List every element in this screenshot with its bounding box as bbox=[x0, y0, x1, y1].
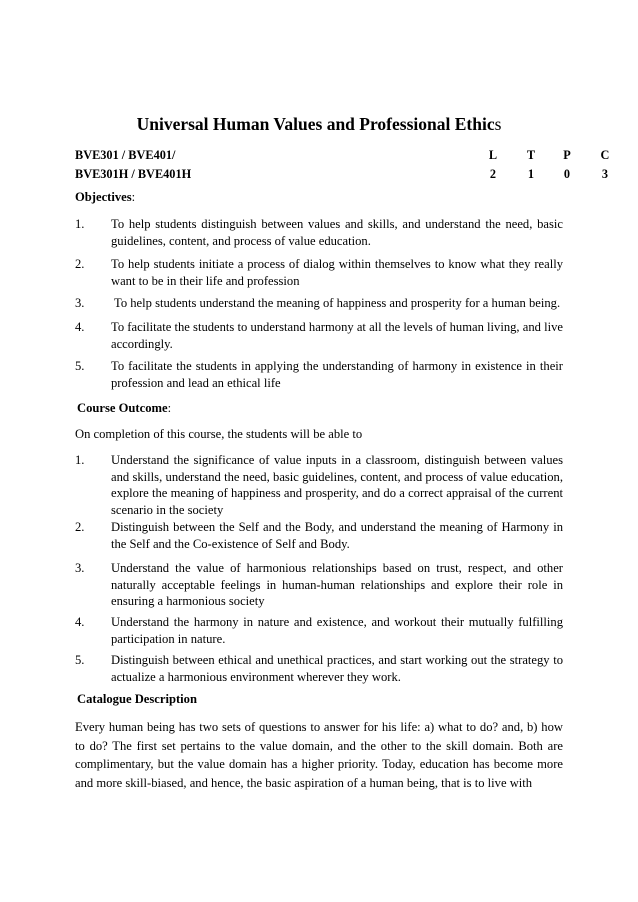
course-outcome-heading: Course Outcome: bbox=[77, 401, 172, 415]
course-code-row bbox=[75, 146, 610, 165]
title-tail: s bbox=[494, 114, 502, 134]
course-code-table bbox=[75, 146, 610, 184]
outcome-item: 3. Understand the value of harmonious relationships based on trust, respect, and other naturally acceptable feelings in human-human relationships and explore their role in ensuring a harmonious society bbox=[75, 561, 563, 608]
objective-item: 5. To facilitate the students in applying the understanding of harmony in existence in their profession and lead an ethical life bbox=[75, 359, 563, 390]
ltpc-c: C bbox=[600, 148, 610, 162]
catalogue-heading: Catalogue Description bbox=[77, 692, 197, 706]
course-outcome-intro: On completion of this course, the students will be able to bbox=[75, 427, 363, 441]
objective-item: 4. To facilitate the students to understand harmony at all the levels of human living, and live accordingly. bbox=[75, 320, 563, 351]
outcome-item: 5. Distinguish between ethical and unethical practices, and start working out the strategy to actualize a harmonious environment wherever they work. bbox=[75, 653, 563, 684]
outcome-item: 1. Understand the significance of value inputs in a classroom, distinguish between values and skills, understand the need, basic guidelines, content, and process of value education, explore the meaning of happiness and prosperity, and do a correct appraisal of the current scenario in the society bbox=[75, 453, 563, 517]
ltpc-p: P bbox=[563, 148, 571, 162]
objective-item: 1. To help students distinguish between values and skills, and understand the need, basic guidelines, content, and process of value education. bbox=[75, 217, 563, 248]
document-title bbox=[0, 113, 638, 135]
course-code: BVE301H / BVE401H bbox=[75, 167, 192, 181]
ltpc-l: 2 bbox=[489, 167, 497, 181]
objectives-heading: Objectives: bbox=[75, 190, 136, 204]
outcome-item: 2. Distinguish between the Self and the Body, and understand the meaning of Harmony in the Self and the Co-existence of Self and Body. bbox=[75, 520, 563, 551]
ltpc-l: L bbox=[488, 148, 498, 162]
objective-item: 2. To help students initiate a process of dialog within themselves to know what they really want to be in their life and profession bbox=[75, 257, 563, 288]
ltpc-p: 0 bbox=[563, 167, 571, 181]
course-code-row bbox=[75, 165, 609, 184]
catalogue-description: Every human being has two sets of questions to answer for his life: a) what to do? and, b) how to do? The first set pertains to the value domain, and the other to the skill domain. Both are complimentary, but the value domain has a higher priority. Today, education has become more and more skill-biased, and hence, the basic aspiration of a human being, that is to live with bbox=[75, 720, 563, 790]
objective-item: 3. To help students understand the meaning of happiness and prosperity for a human being. bbox=[75, 296, 561, 310]
ltpc-c: 3 bbox=[601, 167, 609, 181]
course-code: BVE301 / BVE401/ bbox=[75, 148, 176, 162]
outcome-item: 4. Understand the harmony in nature and existence, and workout their mutually fulfilling participation in nature. bbox=[75, 615, 563, 646]
ltpc-t: 1 bbox=[527, 167, 535, 181]
ltpc-t: T bbox=[526, 148, 536, 162]
title-main: Universal Human Values and Professional Ethic bbox=[136, 114, 495, 134]
